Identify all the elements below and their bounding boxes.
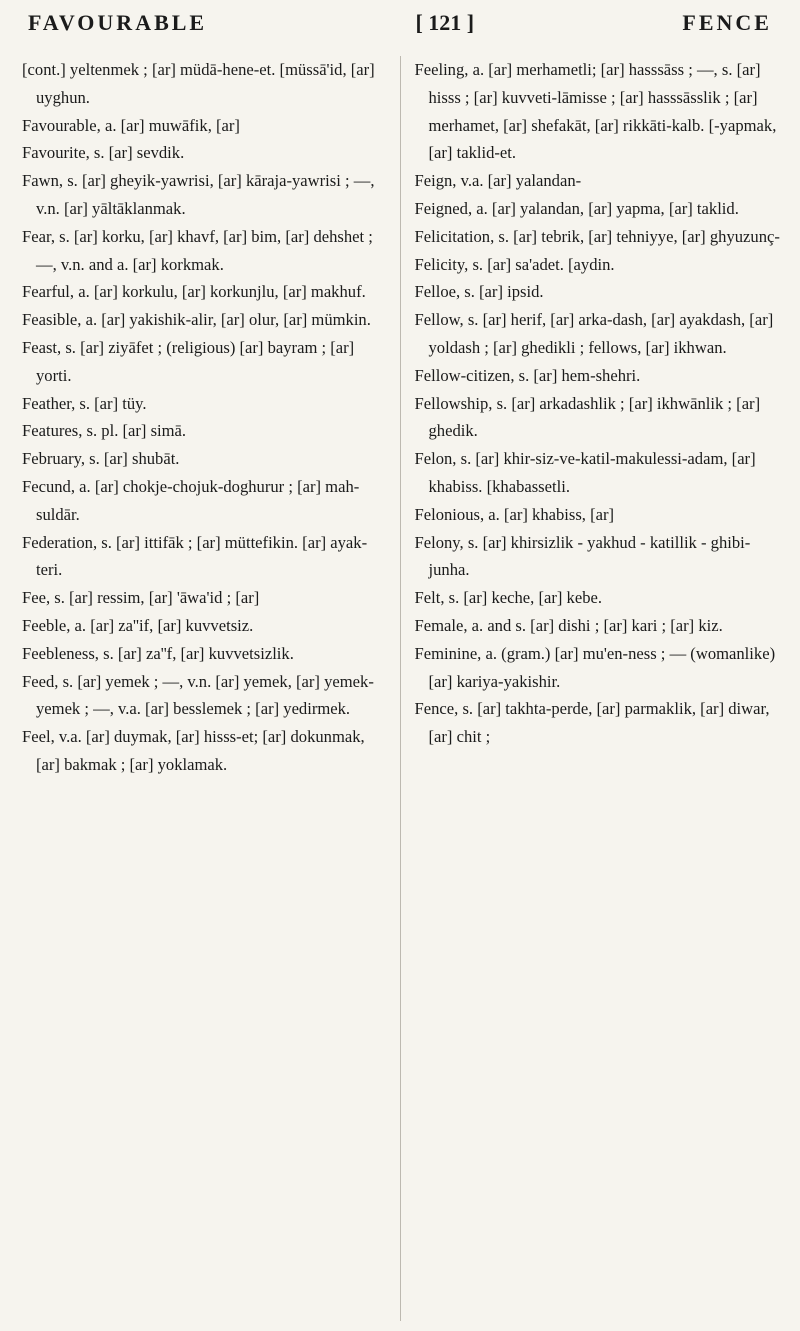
entry-headword: Female, — [414, 615, 468, 635]
page-header — [28, 10, 772, 40]
entry-definition: s. [ar] arkadashlik ; [ar] ikhwānlik ; [ar] ghedik. — [428, 393, 761, 441]
entry-headword: Fellow, — [414, 310, 464, 330]
entry-definition: s. [ar] sevdik. — [93, 143, 185, 163]
entry-definition: a. (gram.) [ar] mu'en-ness ; — (womanlike) [ar] kariya-yakishir. — [428, 643, 776, 691]
entry-definition: a. [ar] merhametli; [ar] hasssāss ; —, s. [ar] hisss ; [ar] kuvveti-lāmisse ; [ar] hasssāsslik ; [ar] merhamet, [ar] shefakāt, [ar] rikkāti-kalb. [-yapmak, [ar] taklid-et. — [428, 60, 777, 163]
entry-headword: Felicitation, — [414, 226, 495, 246]
dictionary-entry — [22, 139, 390, 167]
dictionary-entry — [22, 390, 390, 418]
entry-definition: s. [ar] takhta-perde, [ar] parmaklik, [ar] diwar, [ar] chit ; — [428, 699, 770, 747]
dictionary-entry — [415, 56, 783, 167]
left-column — [22, 56, 401, 1321]
entry-headword: Felicity, — [414, 254, 469, 274]
entry-definition: s. [ar] tebrik, [ar] tehniyye, [ar] ghyuzunç- — [498, 226, 780, 246]
dictionary-entry — [415, 584, 783, 612]
entry-definition: a. [ar] muwāfik, [ar] — [104, 115, 240, 135]
entry-headword: Fawn, — [22, 171, 64, 191]
entry-headword: Feeble, — [22, 615, 71, 635]
dictionary-entry — [22, 584, 390, 612]
entry-headword: Fellowship, — [414, 393, 493, 413]
dictionary-entry — [22, 278, 390, 306]
right-column — [411, 56, 783, 1321]
entry-headword: Federation, — [22, 532, 98, 552]
entry-definition: [cont.] yeltenmek ; [ar] müdā-hene-et. [müssā'id, [ar] uyghun. — [22, 60, 375, 107]
entry-definition: s. [ar] ittifāk ; [ar] müttefikin. [ar] ayak-teri. — [36, 532, 368, 580]
entry-definition: s. [ar] ipsid. — [464, 282, 544, 302]
entry-headword: Feign, — [414, 171, 457, 191]
dictionary-entry — [415, 640, 783, 696]
dictionary-entry — [22, 334, 390, 390]
entry-definition: a. [ar] yalandan, [ar] yapma, [ar] taklid. — [476, 198, 739, 218]
entry-definition: s. [ar] khirsizlik - yakhud - katillik - ghibi-junha. — [428, 532, 751, 580]
running-head-left: FAVOURABLE — [28, 10, 208, 35]
dictionary-entry — [22, 112, 390, 140]
entry-definition: s. [ar] sa'adet. [aydin. — [472, 254, 615, 274]
entry-headword: February, — [22, 449, 85, 469]
entry-headword: Favourable, — [22, 115, 101, 135]
entry-definition: a. [ar] chokje-chojuk-doghurur ; [ar] mah-suldār. — [36, 476, 360, 524]
entry-definition: v.a. [ar] duymak, [ar] hisss-et; [ar] dokunmak, [ar] bakmak ; [ar] yoklamak. — [36, 727, 365, 774]
dictionary-entry — [22, 417, 390, 445]
entry-definition: s. [ar] korku, [ar] khavf, [ar] bim, [ar] dehshet ; —, v.n. and a. [ar] korkmak. — [36, 226, 373, 274]
entry-headword: Feigned, — [414, 198, 473, 218]
dictionary-entry — [22, 56, 390, 112]
dictionary-entry — [415, 251, 783, 279]
dictionary-entry — [415, 390, 783, 446]
entry-definition: a. [ar] korkulu, [ar] korkunjlu, [ar] makhuf. — [78, 282, 366, 302]
entry-definition: s. [ar] herif, [ar] arka-dash, [ar] ayakdash, [ar] yoldash ; [ar] ghedikli ; fellows, [ar] ikhwan. — [428, 310, 774, 357]
entry-headword: Feebleness, — [22, 643, 99, 663]
entry-definition: a. [ar] khabiss, [ar] — [488, 504, 615, 524]
page-number: [ 121 ] — [415, 10, 475, 35]
entry-definition: s. [ar] za''f, [ar] kuvvetsizlik. — [103, 643, 294, 663]
dictionary-columns — [22, 56, 782, 1321]
dictionary-entry — [22, 306, 390, 334]
entry-headword: Fear, — [22, 226, 55, 246]
dictionary-entry — [22, 640, 390, 668]
entry-definition: s. [ar] keche, [ar] kebe. — [448, 588, 603, 608]
entry-definition: s. [ar] ziyāfet ; (religious) [ar] bayram ; [ar] yorti. — [36, 337, 355, 385]
entry-headword: Feast, — [22, 337, 62, 357]
entry-definition: s. [ar] tüy. — [79, 393, 147, 413]
dictionary-entry — [415, 195, 783, 223]
entry-headword: Felonious, — [414, 504, 485, 524]
entry-definition: s. pl. [ar] simā. — [86, 421, 187, 441]
entry-definition: a. [ar] za''if, [ar] kuvvetsiz. — [74, 615, 254, 635]
dictionary-entry — [415, 167, 783, 195]
dictionary-entry — [22, 723, 390, 779]
dictionary-entry — [415, 501, 783, 529]
dictionary-entry — [22, 473, 390, 529]
dictionary-entry — [415, 223, 783, 251]
dictionary-entry — [22, 529, 390, 585]
dictionary-entry — [415, 529, 783, 585]
entry-definition: a. [ar] yakishik-alir, [ar] olur, [ar] mümkin. — [85, 310, 371, 330]
dictionary-entry — [22, 167, 390, 223]
entry-headword: Feeling, — [414, 60, 469, 79]
dictionary-entry — [415, 612, 783, 640]
entry-headword: Fecund, — [22, 476, 75, 496]
entry-headword: Fee, — [22, 588, 51, 608]
dictionary-entry — [415, 306, 783, 362]
running-head-right: FENCE — [682, 10, 772, 35]
entry-headword: Favourite, — [22, 143, 90, 163]
entry-headword: Feed, — [22, 671, 59, 691]
entry-definition: s. [ar] gheyik-yawrisi, [ar] kāraja-yawrisi ; —, v.n. [ar] yāltāklanmak. — [36, 171, 375, 218]
entry-definition: a. and s. [ar] dishi ; [ar] kari ; [ar] kiz. — [471, 615, 723, 635]
dictionary-entry — [415, 445, 783, 501]
dictionary-entry — [22, 445, 390, 473]
dictionary-entry — [22, 612, 390, 640]
entry-definition: s. [ar] khir-siz-ve-katil-makulessi-adam, [ar] khabiss. [khabassetli. — [428, 449, 756, 496]
entry-headword: Feasible, — [22, 310, 82, 330]
dictionary-entry — [22, 668, 390, 724]
entry-headword: Fellow-citizen, — [414, 365, 515, 385]
entry-headword: Felony, — [414, 532, 464, 552]
entry-definition: s. [ar] hem-shehri. — [518, 365, 641, 385]
entry-headword: Felon, — [414, 449, 457, 469]
entry-definition: s. [ar] shubāt. — [89, 449, 180, 469]
entry-headword: Feather, — [22, 393, 76, 413]
entry-headword: Feminine, — [414, 643, 482, 663]
dictionary-entry — [415, 278, 783, 306]
entry-headword: Felloe, — [414, 282, 461, 302]
entry-headword: Fearful, — [22, 282, 75, 302]
entry-definition: s. [ar] yemek ; —, v.n. [ar] yemek, [ar] yemek-yemek ; —, v.a. [ar] besslemek ; [ar] yedirmek. — [36, 671, 374, 719]
entry-headword: Fence, — [414, 699, 459, 719]
dictionary-entry — [415, 362, 783, 390]
entry-definition: v.a. [ar] yalandan- — [460, 171, 582, 191]
dictionary-entry — [415, 695, 783, 751]
entry-headword: Felt, — [414, 588, 445, 608]
entry-headword: Feel, — [22, 727, 55, 747]
entry-headword: Features, — [22, 421, 83, 441]
entry-definition: s. [ar] ressim, [ar] 'āwa'id ; [ar] — [54, 588, 260, 608]
dictionary-entry — [22, 223, 390, 279]
